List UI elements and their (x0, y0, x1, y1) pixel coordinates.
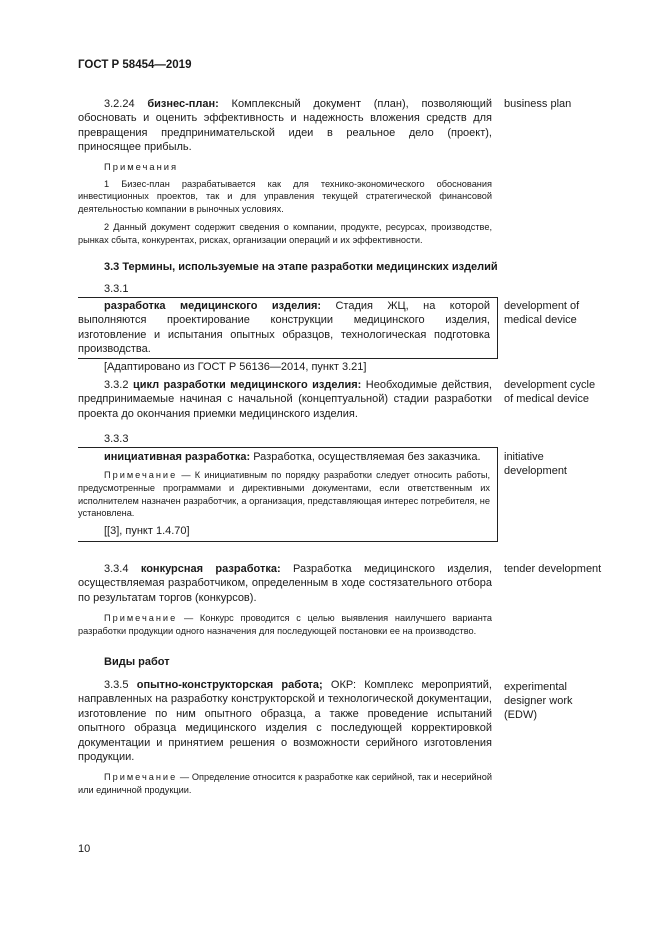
definition-text: Разработка, осуществляемая без заказчика. (250, 451, 481, 463)
entry-number: 3.3.4 (104, 563, 129, 575)
entry-3-2-24 (78, 97, 492, 247)
term-en-initiative-development: initiative development (504, 451, 567, 477)
entry-number: 3.3.5 (104, 679, 129, 691)
definition-text: ОКР: Комплекс мероприятий, направленных на разработку конструкторской и технологической документации, изготовление по ним опытного образца, а также проведение испытаний опытного образца медицинского изделия с последующей корректировкой документации и принятием решения о возможности серийного изготовления продукции. (78, 679, 492, 764)
term-en-business-plan: business plan (504, 98, 572, 110)
definition-text: Стадия ЖЦ, на которой выполняются проектирование конструкции медицинского изделия, изготовление и испытания опытных образцов, технологическая подготовка производства. (78, 300, 490, 356)
entry-3-3-1-definition (78, 299, 490, 357)
term-en-development-of-medical-device: development of medical device (504, 300, 580, 326)
entry-3-3-2-definition (78, 378, 492, 421)
section-work-types-title: Виды работ (104, 656, 170, 668)
source-reference: [[3], пункт 1.4.70] (104, 524, 190, 537)
page-number: 10 (78, 843, 91, 855)
note-label: Примечание (104, 772, 178, 783)
term-ru: цикл разработки медицинского изделия: (132, 379, 362, 391)
definition-text: Разработка медицинского изделия, осуществляемая разработчиком, определенным в ходе состязательного отбора по результатам торгов (конкурсов). (78, 563, 492, 604)
note (78, 469, 490, 519)
note-2: 2 Данный документ содержит сведения о компании, продукте, ресурсах, производстве, рынках сбыта, конкурентах, рисках, организации операций и их эффективности. (78, 222, 492, 245)
entry-3-3-1 (78, 299, 490, 374)
note (78, 771, 492, 796)
entry-3-3-5 (78, 678, 492, 797)
entry-3-3-3-definition (78, 450, 490, 464)
entry-3-3-4 (78, 562, 492, 637)
note-text: — Конкурс проводится с целью выявления наилучшего варианта разработки продукции одного назначения для последующей постановки ее на производство. (78, 613, 492, 636)
term-ru: конкурсная разработка: (140, 563, 281, 575)
document-header: ГОСТ Р 58454—2019 (78, 59, 192, 71)
definition-text: Необходимые действия, предпринимаемые начиная с начальной (концептуальной) стадии разработки проекта до окончания приемки медицинского изделия. (78, 379, 492, 420)
entry-number: 3.2.24 (104, 98, 135, 110)
entry-number: 3.3.2 (104, 379, 129, 391)
note-text: — К инициативным по порядку разработки следует относить работы, предусмотренные программами и директивными документами, если ответственным их исполнителем назначен разработчик, а организация, представляющая интерес потребителя, не установлена. (78, 470, 490, 519)
entry-3-3-4-definition (78, 562, 492, 605)
term-en-development-cycle: development cycle of medical device (504, 379, 596, 405)
entry-3-3-1-number: 3.3.1 (104, 283, 129, 295)
notes-label: Примечания (104, 160, 179, 172)
entry-3-3-2 (78, 378, 492, 421)
term-en-experimental-designer-work: experimental designer work (EDW) (504, 681, 573, 721)
definition-text: Комплексный документ (план), позволяющий обосновать и оценить эффективность и надежность вложения средств для превращения предпринимательской идеи в реальное дело (проект), приносящее прибыль. (78, 98, 493, 154)
entry-3-3-5-definition (78, 678, 492, 764)
note-1: 1 Бизес-план разрабатывается как для технико-экономического обоснования инвестиционных проектов, так и для управления текущей стратегической финансовой деятельностью компании в рыночных условиях. (78, 178, 492, 214)
term-ru: опытно-конструкторская работа; (136, 679, 323, 691)
section-3-3-title: 3.3 Термины, используемые на этапе разработки медицинских изделий (104, 261, 498, 273)
entry-3-3-3 (78, 450, 490, 538)
term-en-tender-development: tender development (504, 563, 602, 575)
note-label: Примечание (104, 470, 178, 481)
term-ru: разработка медицинского изделия: (104, 300, 322, 312)
note-label: Примечание (104, 613, 178, 624)
entry-3-3-3-number: 3.3.3 (104, 433, 129, 445)
term-ru: инициативная разработка: (104, 451, 251, 463)
note-text: — Определение относится к разработке как серийной, так и несерийной или единичной продукции. (78, 772, 492, 796)
entry-3-2-24-definition (78, 97, 492, 155)
note (78, 612, 492, 637)
source-reference: [Адаптировано из ГОСТ Р 56136—2014, пункт 3.21] (104, 360, 367, 373)
term-ru: бизнес-план: (147, 98, 219, 110)
